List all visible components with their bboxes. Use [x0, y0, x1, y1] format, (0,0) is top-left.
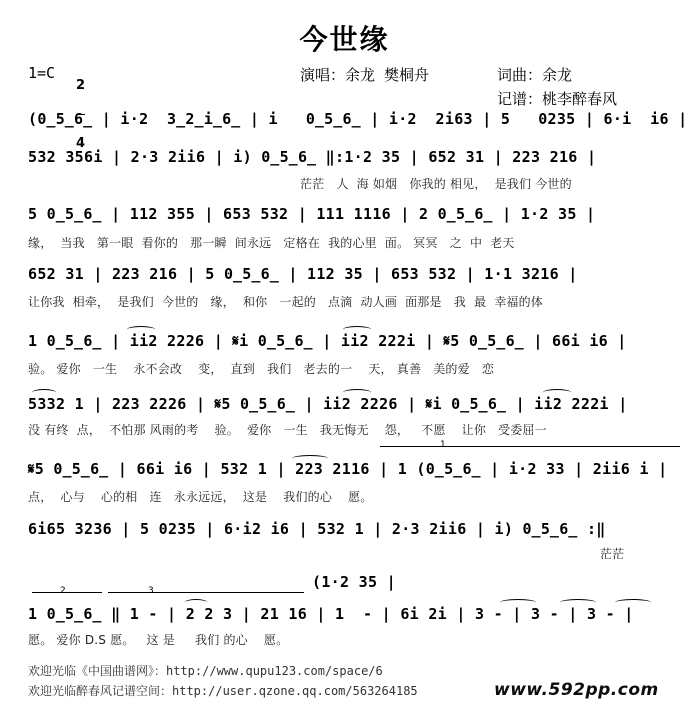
tie-arc	[560, 599, 596, 606]
footer-link-2: 欢迎光临醉春风记谱空间：http://user.qzone.qq.com/563264185	[28, 684, 418, 698]
time-signature-denominator: 4	[76, 136, 86, 151]
volta-bracket-2	[32, 592, 102, 593]
time-signature	[76, 58, 85, 160]
key-signature: 1=C	[28, 64, 56, 82]
score-row-6: 5332 1 | 223 2226 | 𝄋5 0̲5̲6̲ | ii2 2226 | 𝄋i 0̲5̲6̲ | ii2 222i |	[28, 395, 628, 413]
lyric-line-6: 点， 心与 心的相 连 永永远远， 这是 我们的心 愿。	[28, 490, 373, 504]
tie-arc	[32, 389, 56, 396]
lyric-line-1: 茫茫 人 海 如烟 你我的 相见， 是我们 今世的	[300, 177, 572, 191]
lyric-line-2: 缘， 当我 第一眼 看你的 那一瞬 间永远 定格在 我的心里 面。 冥冥 之 中 老天	[28, 236, 515, 250]
lyric-line-7: 茫茫	[600, 547, 625, 561]
score-row-3: 5 0̲5̲6̲ | 112 355 | 653 532 | 111 1116 | 2 0̲5̲6̲ | 1·2 35 |	[28, 205, 596, 223]
lyric-line-3: 让你我 相牵， 是我们 今世的 缘， 和你 一起的 点滴 动人画 面那是 我 最 幸福的体	[28, 295, 544, 309]
volta-bracket-1	[380, 446, 680, 447]
transcriber-credit: 记谱：桃李醉春风	[497, 90, 618, 108]
lyric-line-4: 验。 爱你 一生 永不会改 变， 直到 我们 老去的一 天， 真善 美的爱 恋	[28, 362, 495, 376]
lyric-line-8: 愿。 爱你 D.S 愿。 这 是 我们 的心 愿。	[28, 633, 289, 647]
volta-bracket-3	[108, 592, 304, 593]
tie-arc	[615, 599, 651, 606]
score-row-9: 1 0̲5̲6̲ ‖ 1 - | 2 2 3 | 21 16 | 1 - | 6i 2i | 3 - | 3 - | 3 - |	[28, 605, 634, 623]
tie-arc	[343, 389, 371, 396]
score-row-4: 652 31 | 223 216 | 5 0̲5̲6̲ | 112 35 | 653 532 | 1·1 3216 |	[28, 265, 578, 283]
score-row-2: 532 356i | 2·3 2ii6 | i) 0̲5̲6̲ ‖:1·2 35 | 652 31 | 223 216 |	[28, 148, 597, 166]
score-row-1: (0̲5̲6̲ | i·2 3̲2̲i̲6̲ | i 0̲5̲6̲ | i·2 2i63 | 5 0235 | 6·i i6 |	[28, 110, 688, 128]
tie-arc	[292, 455, 328, 462]
lyric-line-5: 没 有终 点， 不怕那 风雨的考 验。 爱你 一生 我无悔无 怨， 不愿 让你 受委屈一	[28, 423, 547, 437]
volta-number-3: 3	[148, 586, 154, 596]
volta-number-1: 1	[440, 440, 446, 450]
tie-arc	[127, 326, 155, 333]
time-signature-numerator: 2	[76, 78, 86, 93]
score-row-7: 𝄋5 0̲5̲6̲ | 66i i6 | 532 1 | 223 2116 | 1 (0̲5̲6̲ | i·2 33 | 2ii6 i |	[28, 460, 668, 478]
composer-credit: 词曲：余龙	[497, 66, 573, 84]
tie-arc	[185, 599, 207, 606]
score-row-5: 1 0̲5̲6̲ | ii2 2226 | 𝄋i 0̲5̲6̲ | ii2 222i | 𝄋5 0̲5̲6̲ | 66i i6 |	[28, 332, 627, 350]
volta-number-2: 2	[60, 586, 66, 596]
site-watermark: www.592pp.com	[494, 680, 659, 700]
volta-intro: (1·2 35 |	[312, 573, 396, 591]
tie-arc	[343, 326, 371, 333]
footer-link-1: 欢迎光临《中国曲谱网》：http://www.qupu123.com/space/6	[28, 664, 383, 678]
song-title: 今世缘	[299, 23, 390, 56]
score-row-8: 6i65 3236 | 5 0235 | 6·i2 i6 | 532 1 | 2·3 2ii6 | i) 0̲5̲6̲ :‖	[28, 520, 606, 538]
tie-arc	[500, 599, 536, 606]
tie-arc	[543, 389, 571, 396]
singer-credit: 演唱：余龙 樊桐舟	[300, 66, 430, 84]
